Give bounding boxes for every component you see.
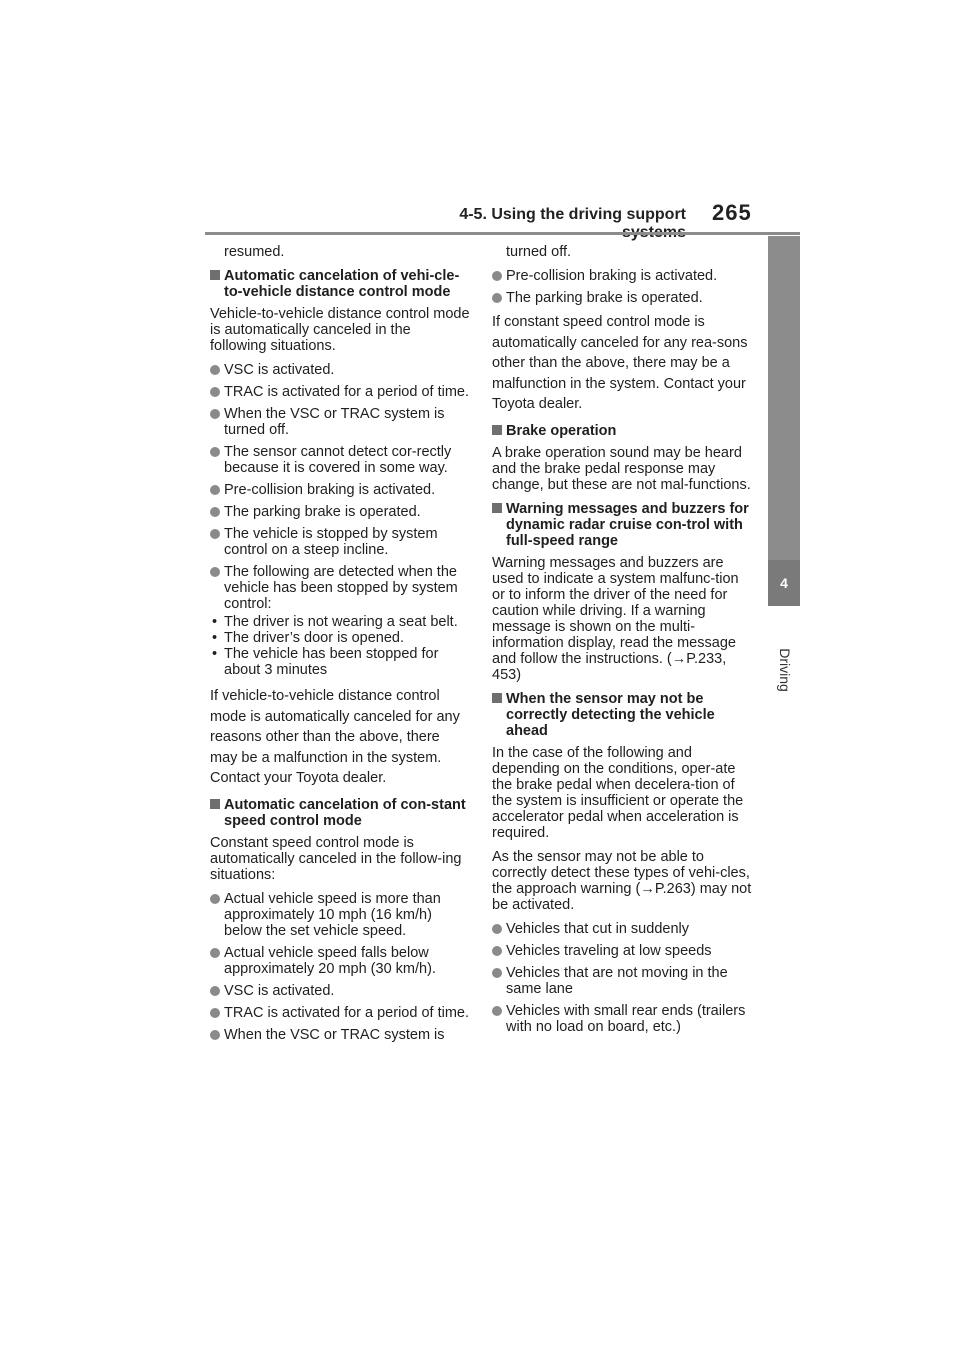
circle-bullet-icon: [210, 409, 220, 419]
right-column: [492, 244, 754, 1041]
circle-bullet-icon: [492, 293, 502, 303]
dash-item: • The driver’s door is opened.: [212, 630, 405, 646]
list-item: The parking brake is operated.: [210, 504, 470, 520]
circle-bullet-icon: [210, 1008, 220, 1018]
chapter-number: 4: [768, 560, 800, 606]
circle-bullet-icon: [492, 946, 502, 956]
section-heading: Automatic cancelation of vehi-cle-to-vehicle distance control mode: [210, 268, 470, 300]
paragraph: If constant speed control mode is automatically canceled for any rea-sons other than the above, there may be a malfunction in the system. Contact your Toyota dealer.: [492, 314, 748, 412]
circle-bullet-icon: [210, 529, 220, 539]
list-item: Actual vehicle speed falls below approximately 20 mph (30 km/h).: [210, 945, 470, 977]
paragraph: Constant speed control mode is automatically canceled in the follow-ing situations:: [210, 834, 462, 883]
section-heading: When the sensor may not be correctly detecting the vehicle ahead: [492, 691, 754, 739]
square-bullet-icon: [492, 503, 502, 513]
list-item: VSC is activated.: [210, 362, 470, 378]
dash-list: [210, 614, 470, 678]
section-title: 4-5. Using the driving support: [459, 206, 686, 223]
paragraph: A brake operation sound may be heard and the brake pedal response may change, but these are not mal-functions.: [492, 444, 751, 493]
square-bullet-icon: [210, 799, 220, 809]
header-rule: [205, 232, 800, 235]
list-item: The following are detected when the vehicle has been stopped by system control:: [210, 564, 470, 612]
list-item: Vehicles with small rear ends (trailers with no load on board, etc.): [492, 1003, 754, 1035]
continued-text: turned off.: [506, 244, 572, 260]
list-item: Vehicles that are not moving in the same lane: [492, 965, 754, 997]
paragraph: Vehicle-to-vehicle distance control mode is automatically canceled in the following situations.: [210, 306, 470, 354]
list-item: Pre-collision braking is activated.: [492, 268, 754, 284]
square-bullet-icon: [492, 425, 502, 435]
circle-bullet-icon: [492, 968, 502, 978]
list-item: Vehicles traveling at low speeds: [492, 943, 754, 959]
paragraph: In the case of the following and depending on the conditions, oper-ate the brake pedal when decelera-tion of the system is insufficient or operate the accelerator pedal when acceleration is required.: [492, 744, 744, 841]
chapter-label: Driving: [777, 648, 793, 692]
list-item: Vehicles that cut in suddenly: [492, 921, 754, 937]
circle-bullet-icon: [210, 567, 220, 577]
circle-bullet-icon: [492, 1006, 502, 1016]
paragraph: As the sensor may not be able to correctly detect these types of vehi-cles, the approach warning (→P.263) may not be activated.: [492, 848, 752, 913]
list-item: VSC is activated.: [210, 983, 470, 999]
list-item: Pre-collision braking is activated.: [210, 482, 470, 498]
circle-bullet-icon: [210, 507, 220, 517]
section-heading: Warning messages and buzzers for dynamic radar cruise con-trol with full-speed range: [492, 501, 754, 549]
circle-bullet-icon: [492, 924, 502, 934]
list-item: The parking brake is operated.: [492, 290, 754, 306]
square-bullet-icon: [210, 270, 220, 280]
continued-text: resumed.: [224, 244, 285, 260]
list-item: When the VSC or TRAC system is: [210, 1027, 470, 1043]
list-item: When the VSC or TRAC system is turned off.: [210, 406, 470, 438]
section-heading: Brake operation: [492, 423, 754, 439]
square-bullet-icon: [492, 693, 502, 703]
circle-bullet-icon: [210, 986, 220, 996]
paragraph: Warning messages and buzzers are used to indicate a system malfunc-tion or to inform the driver of the need for caution while driving. If a warning message is shown on the multi-information display, read the message and follow the instructions. (→P.233, 453): [492, 554, 739, 683]
dash-item: • The vehicle has been stopped for about 3 minutes: [212, 646, 439, 678]
circle-bullet-icon: [210, 447, 220, 457]
paragraph: If vehicle-to-vehicle distance control mode is automatically canceled for any reasons other than the above, there may be a malfunction in the system. Contact your Toyota dealer.: [210, 688, 460, 786]
list-item: TRAC is activated for a period of time.: [210, 384, 470, 400]
page-number: 265: [712, 200, 752, 225]
chapter-side-tab: [768, 236, 800, 606]
list-item: Actual vehicle speed is more than approximately 10 mph (16 km/h) below the set vehicle speed.: [210, 891, 470, 939]
left-column: [210, 244, 470, 1049]
circle-bullet-icon: [210, 387, 220, 397]
section-heading: Automatic cancelation of con-stant speed control mode: [210, 797, 470, 829]
circle-bullet-icon: [492, 271, 502, 281]
list-item: The sensor cannot detect cor-rectly because it is covered in some way.: [210, 444, 470, 476]
circle-bullet-icon: [210, 894, 220, 904]
list-item: TRAC is activated for a period of time.: [210, 1005, 470, 1021]
circle-bullet-icon: [210, 948, 220, 958]
dash-item: • The driver is not wearing a seat belt.: [212, 614, 458, 630]
circle-bullet-icon: [210, 485, 220, 495]
circle-bullet-icon: [210, 1030, 220, 1040]
circle-bullet-icon: [210, 365, 220, 375]
list-item: The vehicle is stopped by system control on a steep incline.: [210, 526, 470, 558]
